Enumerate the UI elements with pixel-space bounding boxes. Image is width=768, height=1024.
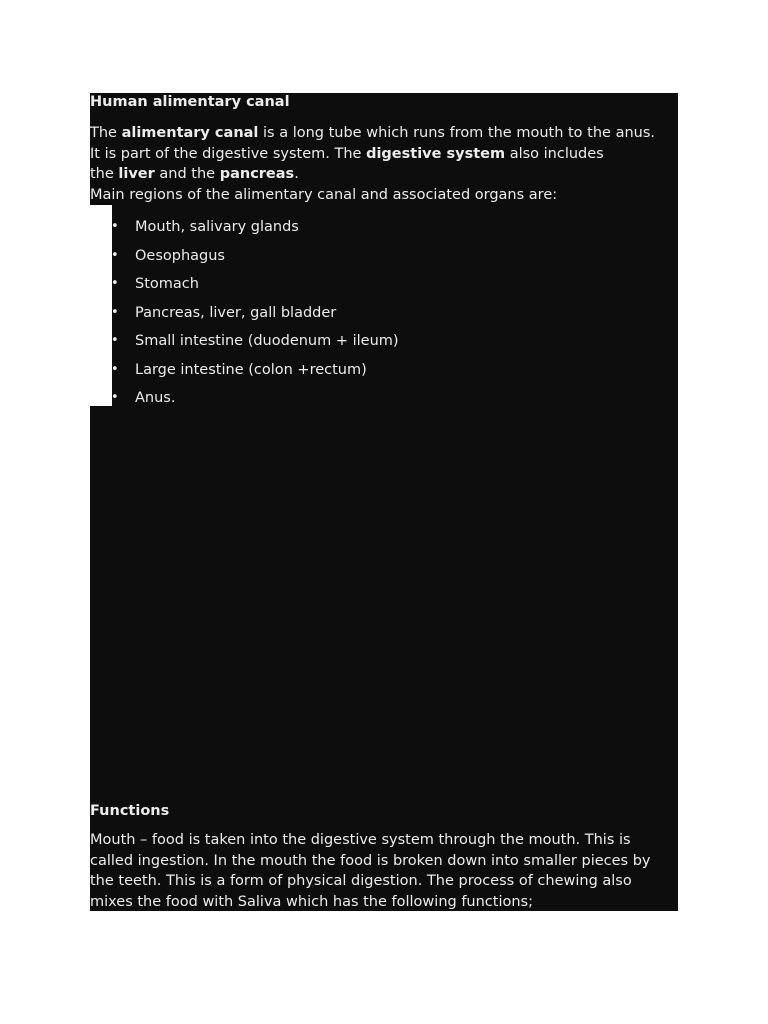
functions-heading: Functions: [90, 803, 170, 819]
functions-line-3: the teeth. This is a form of physical digestion. The process of chewing also: [90, 873, 632, 890]
list-item: • Large intestine (colon +rectum): [111, 361, 367, 378]
bullet-icon: •: [111, 276, 119, 291]
list-item: • Mouth, salivary glands: [111, 219, 299, 235]
intro-line-3: the liver and the pancreas.: [90, 166, 299, 183]
list-item: • Small intestine (duodenum + ileum): [111, 333, 399, 349]
document-dark-background: [90, 93, 678, 911]
list-item: • Stomach: [111, 276, 199, 292]
intro-line-4: Main regions of the alimentary canal and associated organs are:: [90, 187, 558, 204]
functions-paragraph: [90, 830, 682, 913]
bullet-icon: •: [111, 219, 119, 234]
list-item: • Anus.: [111, 390, 176, 406]
bullet-icon: •: [111, 333, 119, 348]
regions-list: [90, 217, 399, 417]
bullet-icon: •: [111, 390, 119, 405]
functions-line-1: Mouth – food is taken into the digestive system through the mouth. This is: [90, 832, 631, 848]
functions-line-2: called ingestion. In the mouth the food is broken down into smaller pieces by: [90, 852, 651, 869]
bullet-icon: •: [111, 361, 119, 377]
functions-line-4: mixes the food with Saliva which has the following functions;: [90, 894, 533, 911]
list-item: • Pancreas, liver, gall bladder: [111, 304, 337, 321]
intro-line-2: It is part of the digestive system. The digestive system also includes: [90, 145, 604, 162]
bullet-icon: •: [111, 247, 119, 263]
document-title: Human alimentary canal: [90, 94, 290, 110]
intro-paragraph: [90, 123, 682, 206]
intro-line-1: The alimentary canal is a long tube which runs from the mouth to the anus.: [90, 125, 655, 141]
bullet-icon: •: [111, 304, 119, 320]
list-item: • Oesophagus: [111, 247, 225, 264]
